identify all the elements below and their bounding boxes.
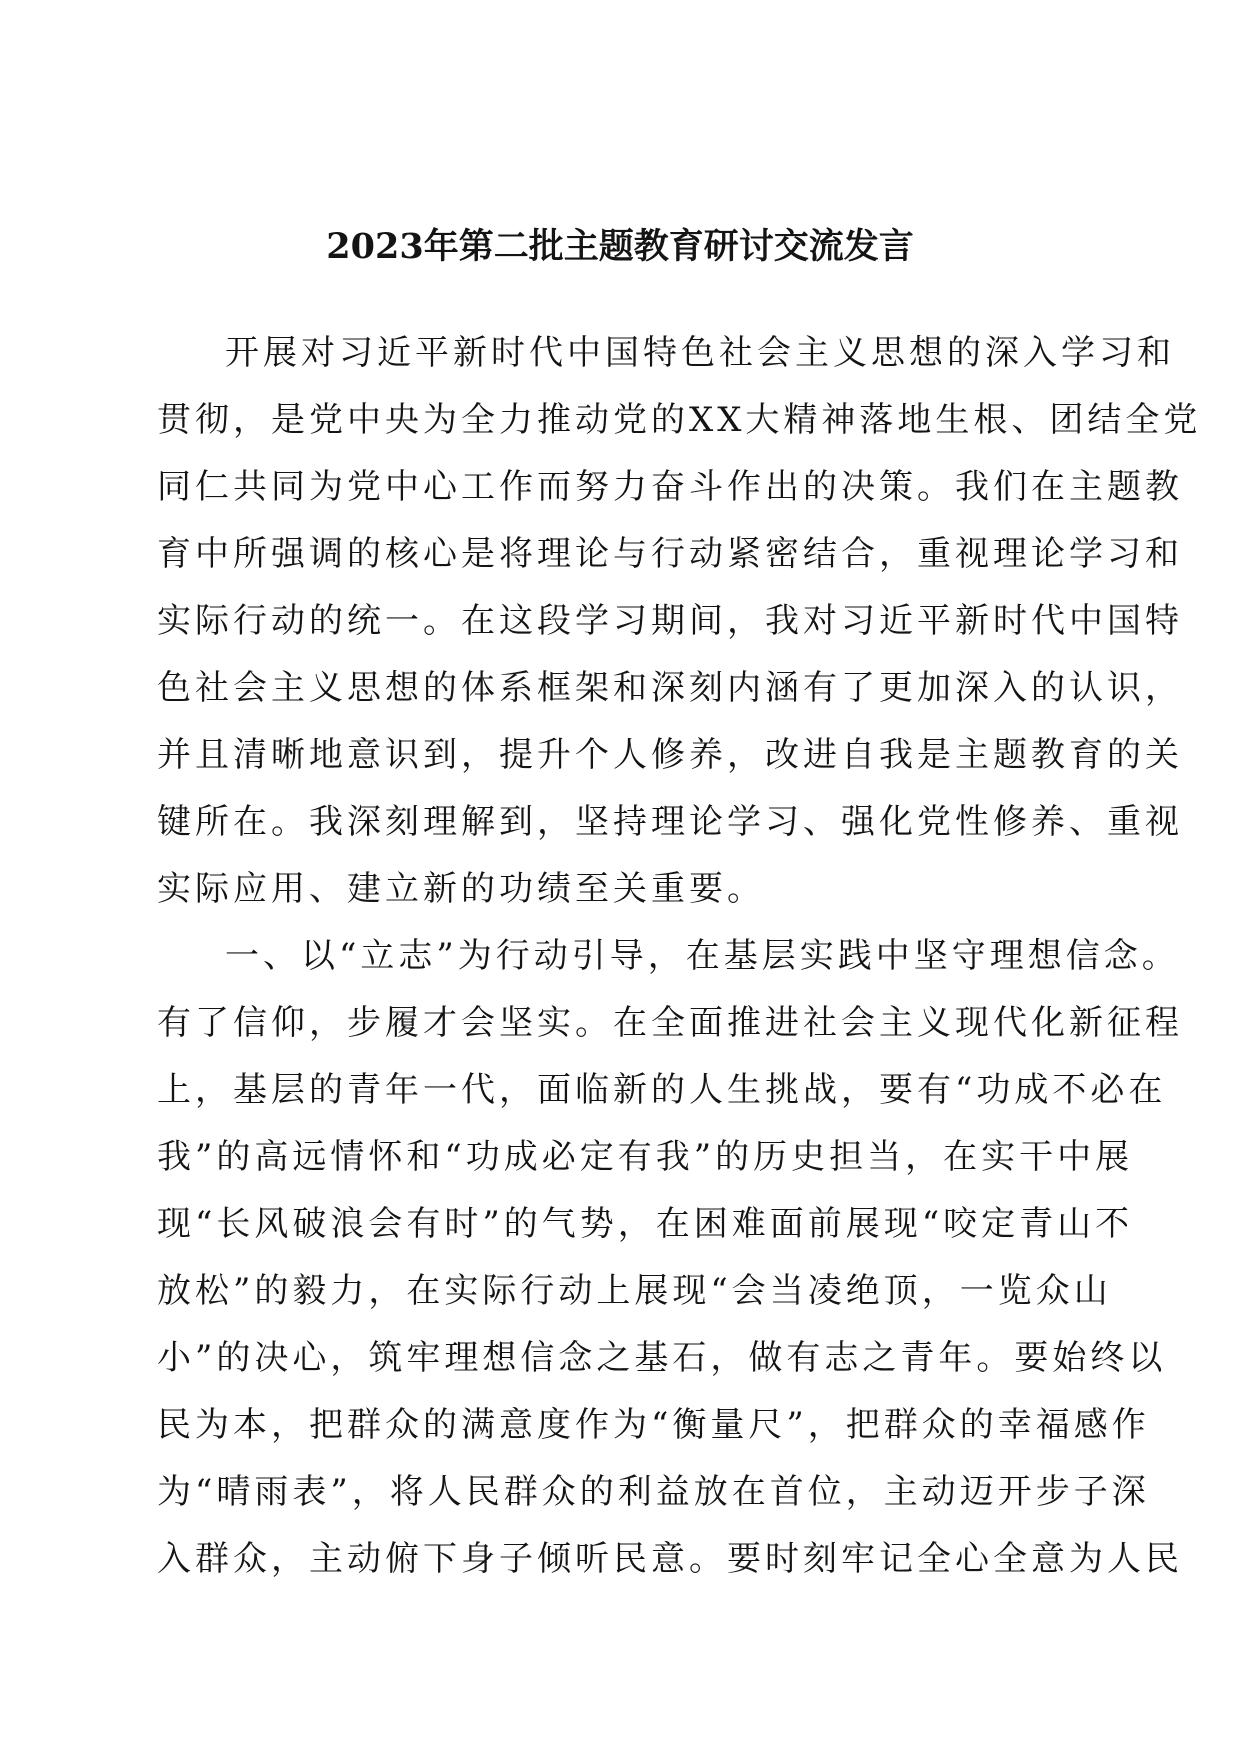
paragraph-line: 有了信仰，步履才会坚实。在全面推进社会主义现代化新征程 — [157, 1003, 1183, 1043]
section-heading-line: 一、以“立志”为行动引导，在基层实践中坚守理想信念。 — [225, 936, 1180, 976]
paragraph-line: 实际应用、建立新的功绩至关重要。 — [157, 869, 765, 909]
paragraph-line: 同仁共同为党中心工作而努力奋斗作出的决策。我们在主题教 — [157, 467, 1183, 507]
document-body — [157, 320, 1202, 1593]
paragraph-line: 民为本，把群众的满意度作为“衡量尺”，把群众的幸福感作 — [157, 1405, 1150, 1445]
paragraph-line: 开展对习近平新时代中国特色社会主义思想的深入学习和 — [225, 333, 1175, 373]
paragraph-line: 贯彻，是党中央为全力推动党的XX大精神落地生根、团结全党 — [157, 400, 1202, 440]
paragraph-line: 小”的决心，筑牢理想信念之基石，做有志之青年。要始终以 — [157, 1338, 1167, 1378]
paragraph-line: 育中所强调的核心是将理论与行动紧密结合，重视理论学习和 — [157, 534, 1183, 574]
paragraph-line: 现“长风破浪会有时”的气势，在困难面前展现“咬定青山不 — [157, 1204, 1134, 1244]
paragraph-line: 放松”的毅力，在实际行动上展现“会当凌绝顶，一览众山 — [157, 1271, 1112, 1311]
paragraph-line: 并且清晰地意识到，提升个人修养，改进自我是主题教育的关 — [157, 735, 1183, 775]
document-title: 2023年第二批主题教育研讨交流发言 — [326, 226, 914, 267]
paragraph-line: 键所在。我深刻理解到，坚持理论学习、强化党性修养、重视 — [157, 802, 1183, 842]
paragraph-line: 入群众，主动俯下身子倾听民意。要时刻牢记全心全意为人民 — [157, 1539, 1183, 1579]
paragraph-line: 我”的高远情怀和“功成必定有我”的历史担当，在实干中展 — [157, 1137, 1134, 1177]
paragraph-line: 为“晴雨表”，将人民群众的利益放在首位，主动迈开步子深 — [157, 1472, 1150, 1512]
paragraph-line: 色社会主义思想的体系框架和深刻内涵有了更加深入的认识， — [157, 668, 1183, 708]
paragraph-line: 实际行动的统一。在这段学习期间，我对习近平新时代中国特 — [157, 601, 1183, 641]
paragraph-line: 上，基层的青年一代，面临新的人生挑战，要有“功成不必在 — [157, 1070, 1167, 1110]
